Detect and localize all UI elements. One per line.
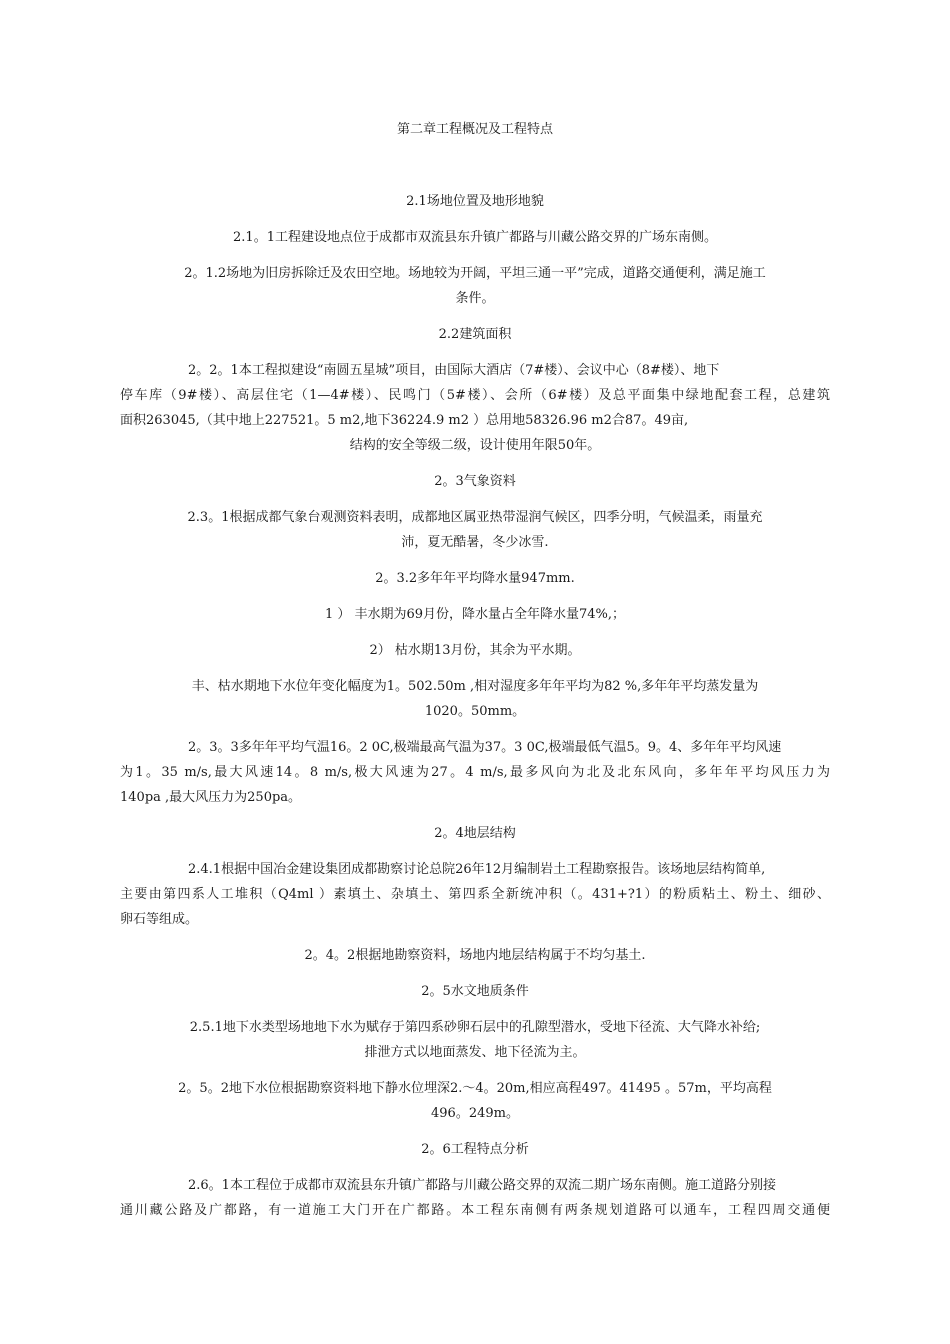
paragraph-2-3-humidity-line1: 丰、枯水期地下水位年变化幅度为1。502.50m ,相对湿度多年年平均为82 %,多年年平均蒸发量为 xyxy=(191,679,759,694)
section-heading-2-5: 2。5水文地质条件 xyxy=(421,984,529,999)
list-item-2: 2） 枯水期13月份，其余为平水期。 xyxy=(369,643,581,658)
section-heading-2-1: 2.1场地位置及地形地貌 xyxy=(406,194,544,209)
list-item-1: 1 ） 丰水期为69月份，降水量占全年降水量74%,； xyxy=(324,607,626,622)
paragraph-2-1-2-line1: 2。1.2场地为旧房拆除迁及农田空地。场地较为开阔，平坦三通一平”完成，道路交通便利，满足施工 xyxy=(184,266,766,281)
paragraph-2-2-1-line4: 结构的安全等级二级，设计使用年限50年。 xyxy=(349,438,601,453)
paragraph-2-2-1-line2: 停车库（9#楼）、高层住宅（1—4#楼）、民鸣门（5#楼）、会所（6#楼）及总平面集中绿地配套工程，总建筑 xyxy=(120,388,830,403)
paragraph-2-4-1-line1: 2.4.1根据中国冶金建设集团成都勘察讨论总院26年12月编制岩土工程勘察报告。该场地层结构简单, xyxy=(188,862,766,877)
paragraph-2-3-3-line1: 2。3。3多年年平均气温16。2 0C,极端最高气温为37。3 0C,极端最低气温5。9。4、多年年平均风速 xyxy=(188,740,782,755)
section-heading-2-4: 2。4地层结构 xyxy=(434,826,516,841)
paragraph-2-5-2-line1: 2。5。2地下水位根据勘察资料地下静水位埋深2.〜4。20m,相应高程497。41495 。57m，平均高程 xyxy=(178,1081,772,1096)
paragraph-2-2-1-line3: 面积263045,（其中地上227521。5 m2,地下36224.9 m2 ）总用地58326.96 m2合87。49亩, xyxy=(120,413,689,428)
section-heading-2-2: 2.2建筑面积 xyxy=(438,327,512,342)
paragraph-2-6-1-line1: 2.6。1本工程位于成都市双流县东升镇广都路与川藏公路交界的双流二期广场东南侧。施工道路分别接 xyxy=(188,1178,776,1193)
paragraph-2-3-3-line3: 140pa ,最大风压力为250pa。 xyxy=(120,790,302,805)
paragraph-2-3-humidity-line2: 1020。50mm。 xyxy=(424,704,526,719)
paragraph-2-3-1-line1: 2.3。1根据成都气象台观测资料表明，成都地区属亚热带湿润气候区，四季分明，气候温柔，雨量充 xyxy=(187,510,763,525)
paragraph-2-1-1: 2.1。1工程建设地点位于成都市双流县东升镇广都路与川藏公路交界的广场东南侧。 xyxy=(233,230,717,245)
section-heading-2-3: 2。3气象资料 xyxy=(434,474,516,489)
paragraph-2-3-1-line2: 沛，夏无酷暑，冬少冰雪. xyxy=(401,535,549,550)
paragraph-2-4-1-line3: 卵石等组成。 xyxy=(120,912,199,927)
chapter-title: 第二章工程概况及工程特点 xyxy=(396,122,553,137)
paragraph-2-3-3-line2: 为1。35 m/s,最大风速14。8 m/s,极大风速为27。4 m/s,最多风向为北及北东风向，多年年平均风压力为 xyxy=(120,765,830,780)
paragraph-2-4-1-line2: 主要由第四系人工堆积（Q4ml ）素填土、杂填土、第四系全新统冲积（。431+?1）的粉质粘土、粉土、细砂、 xyxy=(120,887,830,902)
paragraph-2-1-2-line2: 条件。 xyxy=(455,291,495,306)
paragraph-2-4-2: 2。4。2根据地勘察资料，场地内地层结构属于不均匀基土. xyxy=(304,948,646,963)
paragraph-2-3-2: 2。3.2多年年平均降水量947mm. xyxy=(375,571,575,586)
paragraph-2-6-1-line2: 通川藏公路及广都路，有一道施工大门开在广都路。本工程东南侧有两条规划道路可以通车，工程四周交通便 xyxy=(120,1203,830,1218)
paragraph-2-5-1-line1: 2.5.1地下水类型场地地下水为赋存于第四系砂卵石层中的孔隙型潜水，受地下径流、大气降水补给; xyxy=(189,1020,761,1035)
paragraph-2-5-2-line2: 496。249m。 xyxy=(431,1106,519,1121)
section-heading-2-6: 2。6工程特点分析 xyxy=(421,1142,529,1157)
paragraph-2-2-1-line1: 2。2。1本工程拟建设“南圆五星城”项目，由国际大酒店（7#楼）、会议中心（8#楼）、地下 xyxy=(188,363,720,378)
paragraph-2-5-1-line2: 排泄方式以地面蒸发、地下径流为主。 xyxy=(364,1045,586,1060)
